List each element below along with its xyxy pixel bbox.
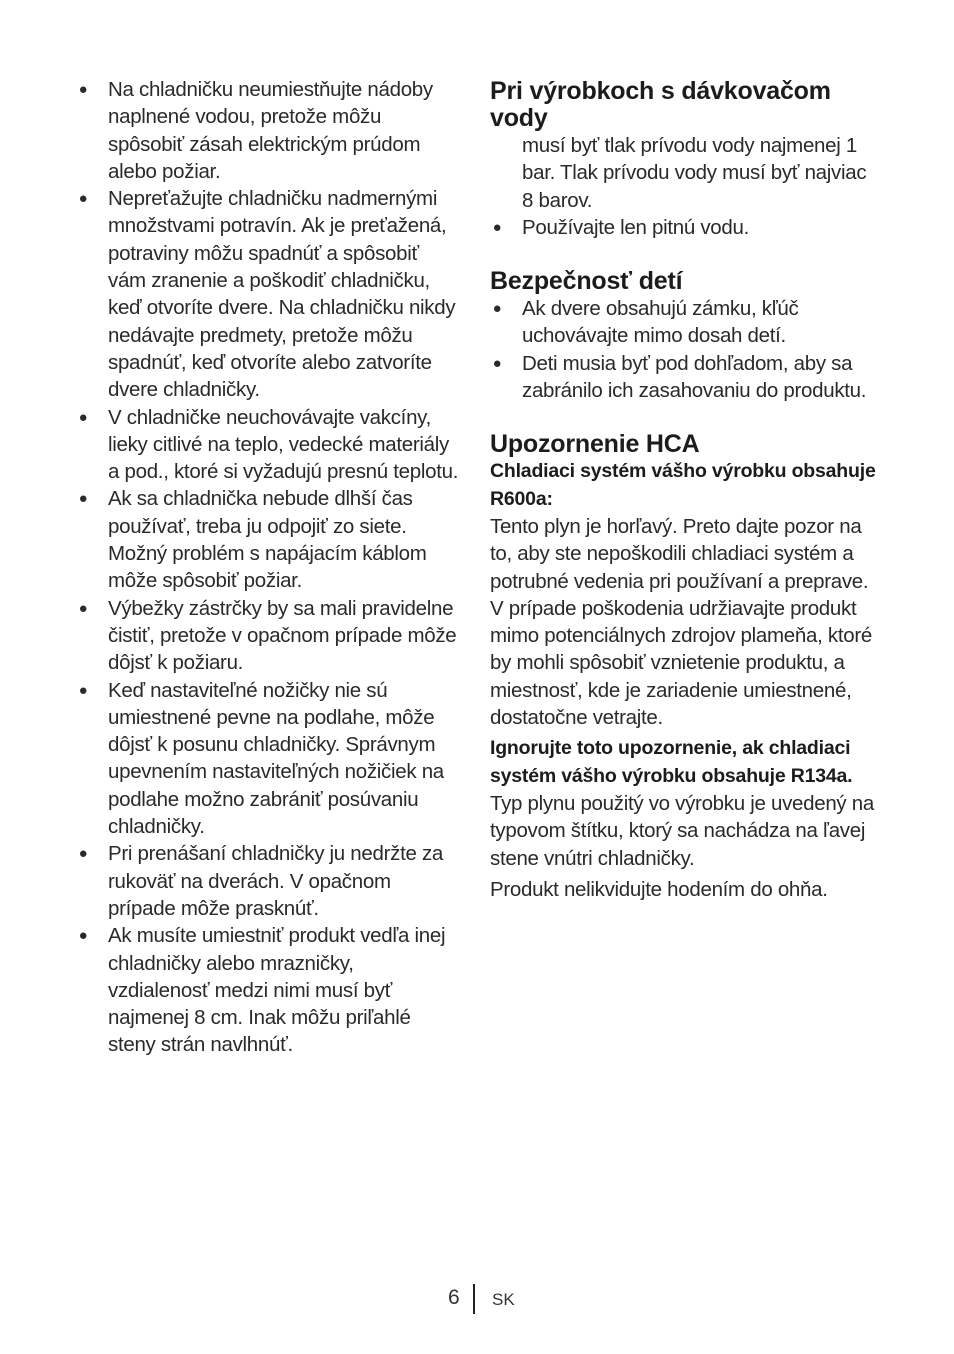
bullet-icon: ● [78, 490, 88, 508]
bullet-icon: ● [78, 681, 88, 699]
list-item: ● Výbežky zástrčky by sa mali pravidelne čistiť, pretože v opačnom prípade môže dôjsť k požiaru. [76, 595, 460, 677]
list-item: ● Keď nastaviteľné nožičky nie sú umiestnené pevne na podlahe, môže dôjsť k posunu chladničky. Správnym upevnením nastaviteľných nožičiek na podlahe možno zabrániť posúvaniu chladničky. [76, 677, 460, 841]
bullet-icon: ● [492, 218, 502, 236]
page-number: 6 [448, 1286, 460, 1309]
hca-disposal-text: Produkt nelikvidujte hodením do ohňa. [490, 877, 828, 901]
bullet-icon: ● [78, 927, 88, 945]
hca-heading: Upozornenie HCA [490, 430, 700, 459]
bullet-icon: ● [78, 408, 88, 426]
page-footer [0, 1284, 954, 1314]
hca-section [490, 431, 880, 903]
list-item: ● Ak musíte umiestniť produkt vedľa inej chladničky alebo mrazničky, vzdialenosť medzi nimi musí byť najmenej 8 cm. Inak môžu priľahlé steny strán navlhnúť. [76, 922, 460, 1058]
list-item: ● V chladničke neuchovávajte vakcíny, lieky citlivé na teplo, vedecké materiály a pod., ktoré si vyžadujú presnú teplotu. [76, 404, 460, 486]
hca-r134a-subheading: Ignorujte toto upozornenie, ak chladiaci systém vášho výrobku obsahuje R134a. [490, 737, 853, 787]
list-item: ● Ak dvere obsahujú zámku, kľúč uchovávajte mimo dosah detí. [490, 295, 880, 350]
dispenser-section [490, 78, 880, 241]
footer-divider [473, 1284, 475, 1314]
hca-gas-type-text: Typ plynu použitý vo výrobku je uvedený na typovom štítku, ktorý sa nachádza na ľavej stene vnútri chladničky. [490, 791, 874, 870]
language-code: SK [492, 1290, 515, 1309]
child-safety-bullet-list [490, 295, 880, 404]
child-safety-heading: Bezpečnosť detí [490, 267, 683, 296]
dispenser-heading: Pri výrobkoch s dávkovačom vody [490, 77, 831, 132]
hca-r600a-subheading: Chladiaci systém vášho výrobku obsahuje R600a: [490, 460, 876, 510]
left-column [76, 76, 460, 1059]
bullet-icon: ● [78, 845, 88, 863]
bullet-icon: ● [492, 354, 502, 372]
list-item: ● Pri prenášaní chladničky ju nedržte za rukoväť na dverách. V opačnom prípade môže prasknúť. [76, 840, 460, 922]
dispenser-bullet-list [490, 214, 880, 241]
bullet-icon: ● [78, 599, 88, 617]
safety-bullet-list [76, 76, 460, 1059]
list-item: ● Používajte len pitnú vodu. [490, 214, 880, 241]
bullet-icon: ● [78, 81, 88, 98]
list-item: ● Deti musia byť pod dohľadom, aby sa zabránilo ich zasahovaniu do produktu. [490, 350, 880, 405]
list-item: ● Ak sa chladnička nebude dlhší čas používať, treba ju odpojiť zo siete. Možný problém s napájacím káblom môže spôsobiť požiar. [76, 485, 460, 594]
child-safety-section [490, 268, 880, 404]
bullet-icon: ● [492, 300, 502, 318]
hca-r600a-text: Tento plyn je horľavý. Preto dajte pozor na to, aby ste nepoškodili chladiaci systém a potrubné vedenia pri používaní a preprave. V prípade poškodenia udržiavajte produkt mimo potenciálnych zdrojov plameňa, ktoré by mohli spôsobiť vznietenie produktu, a miestnosť, kde je zariadenie umiestnené, dostatočne vetrajte. [490, 514, 872, 730]
list-item: ● Na chladničku neumiestňujte nádoby naplnené vodou, pretože môžu spôsobiť zásah elektrickým prúdom alebo požiar. [76, 76, 460, 185]
list-item: ● Nepreťažujte chladničku nadmernými množstvami potravín. Ak je preťažená, potraviny môžu spadnúť a spôsobiť vám zranenie a poškodiť chladničku, keď otvoríte dvere. Na chladničku nikdy nedávajte predmety, pretože môžu spadnúť, keď otvoríte alebo zatvoríte dvere chladničky. [76, 185, 460, 403]
dispenser-text: musí byť tlak prívodu vody najmenej 1 bar. Tlak prívodu vody musí byť najviac 8 barov. [522, 134, 867, 212]
bullet-icon: ● [78, 190, 88, 208]
right-column [490, 76, 880, 903]
